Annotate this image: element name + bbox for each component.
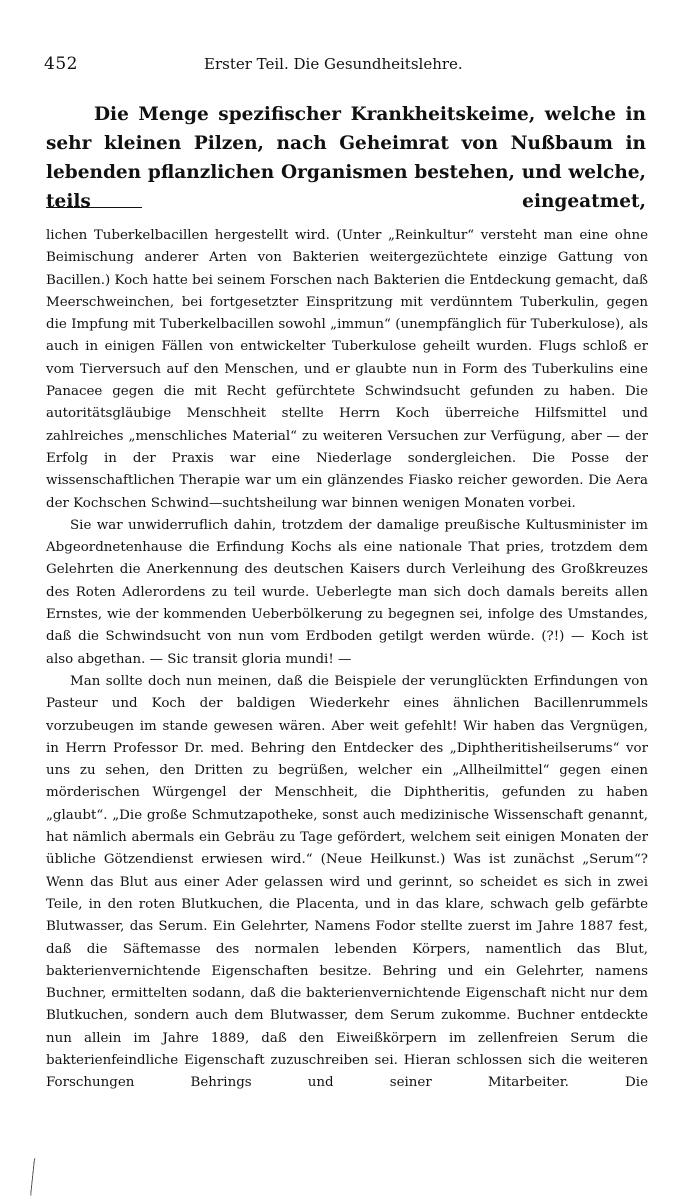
footnote-paragraph: Sie war unwiderruflich dahin, trotzdem der damalige preußische Kultusminister im Abgeordnetenhause die Erfindung Kochs als eine nationale That pries, trotzdem dem Gelehrten die Anerkennung des deutschen Kaisers durch Verleihung des Großkreuzes des Roten Adlerordens zu teil wurde. Ueberlegte man sich doch damals bereits allen Ernstes, wie der kommenden Ueberbölkerung zu begegnen sei, infolge des Umstandes, daß die Schwindsucht von nun vom Erdboden getilgt werden würde. (?!) — Koch ist also abgethan. — Sic transit gloria mundi! — (46, 517, 648, 667)
footnote-separator (46, 207, 142, 208)
main-paragraph: Die Menge spezifischer Krankheitskeime, welche in sehr kleinen Pilzen, nach Geheimrat von Nußbaum in lebenden pflanzlichen Organismen bestehen, und welche, teils eingeatmet, (46, 104, 646, 212)
running-head: Erster Teil. Die Gesundheitslehre. (204, 55, 463, 73)
main-text (46, 100, 646, 216)
footnote-paragraph: Man sollte doch nun meinen, daß die Beispiele der verunglückten Erfindungen von Pasteur und Koch der baldigen Wiederkehr eines ähnlichen Bacillenrummels vorzubeugen im stande gewesen wären. Aber weit gefehlt! Wir haben das Vergnügen, in Herrn Professor Dr. med. Behring den Entdecker des „Diphtheritisheilserums“ vor uns zu sehen, den Dritten zu begrüßen, welcher ein „Allheilmittel“ gegen einen mörderischen Würgengel der Menschheit, die Diphtheritis, gefunden zu haben „glaubt“. „Die große Schmutzapotheke, sonst auch medizinische Wissenschaft genannt, hat nämlich abermals ein Gebräu zu Tage gefördert, welchem seit einigen Monaten der übliche Götzendienst erwiesen wird.“ (Neue Heilkunst.) Was ist zunächst „Serum“? Wenn das Blut aus einer Ader gelassen wird und gerinnt, so scheidet es sich in zwei Teile, in den roten Blutkuchen, die Placenta, und in das klare, schwach gelb gefärbte Blutwasser, das Serum. Ein Gelehrter, Namens Fodor stellte zuerst im Jahre 1887 fest, daß die Säftemasse des normalen lebenden Körpers, namentlich das Blut, bakterienvernichtende Eigenschaften besitze. Behring und ein Gelehrter, namens Buchner, ermittelten sodann, daß die bakterienvernichtende Eigenschaft nicht nur dem Blutkuchen, sondern auch dem Blutwasser, dem Serum zukomme. Buchner entdeckte nun allein im Jahre 1889, daß den Eiweißkörpern im zellenfreien Serum die bakterienfeindliche Eigenschaft zuzuschreiben sei. Hieran schlossen sich die weiteren Forschungen Behrings und seiner Mitarbeiter. Die (46, 673, 648, 1091)
page-header (44, 54, 646, 78)
footnote-paragraph: lichen Tuberkelbacillen hergestellt wird. (Unter „Reinkultur“ versteht man eine ohne Beimischung anderer Arten von Bakterien weitergezüchtete einzige Gattung von Bacillen.) Koch hatte bei seinem Forschen nach Bakterien die Entdeckung gemacht, daß Meerschweinchen, bei fortgesetzter Einspritzung mit verdünntem Tuberkulin, gegen die Impfung mit Tuberkelbacillen sowohl „immun“ (unempfänglich für Tuberkulose), als auch in einigen Fällen von entwickelter Tuberkulose geheilt wurden. Flugs schloß er vom Tierversuch auf den Menschen, und er glaubte nun in Form des Tuberkulins eine Panacee gegen die mit Recht gefürchtete Schwindsucht gefunden zu haben. Die autoritätsgläubige Menschheit stellte Herrn Koch überreiche Hilfsmittel und zahlreiches „menschliches Material“ zu weiteren Versuchen zur Verfügung, aber — der Erfolg in der Praxis war eine Niederlage sondergleichen. Die Posse der wissenschaftlichen Therapie war um ein glänzendes Fiasko reicher geworden. Die Aera der Kochschen Schwind—suchtsheilung war binnen wenigen Monaten vorbei. (46, 228, 648, 511)
page-number: 452 (44, 54, 78, 74)
footnote (46, 225, 648, 1095)
margin-mark (30, 1158, 38, 1196)
